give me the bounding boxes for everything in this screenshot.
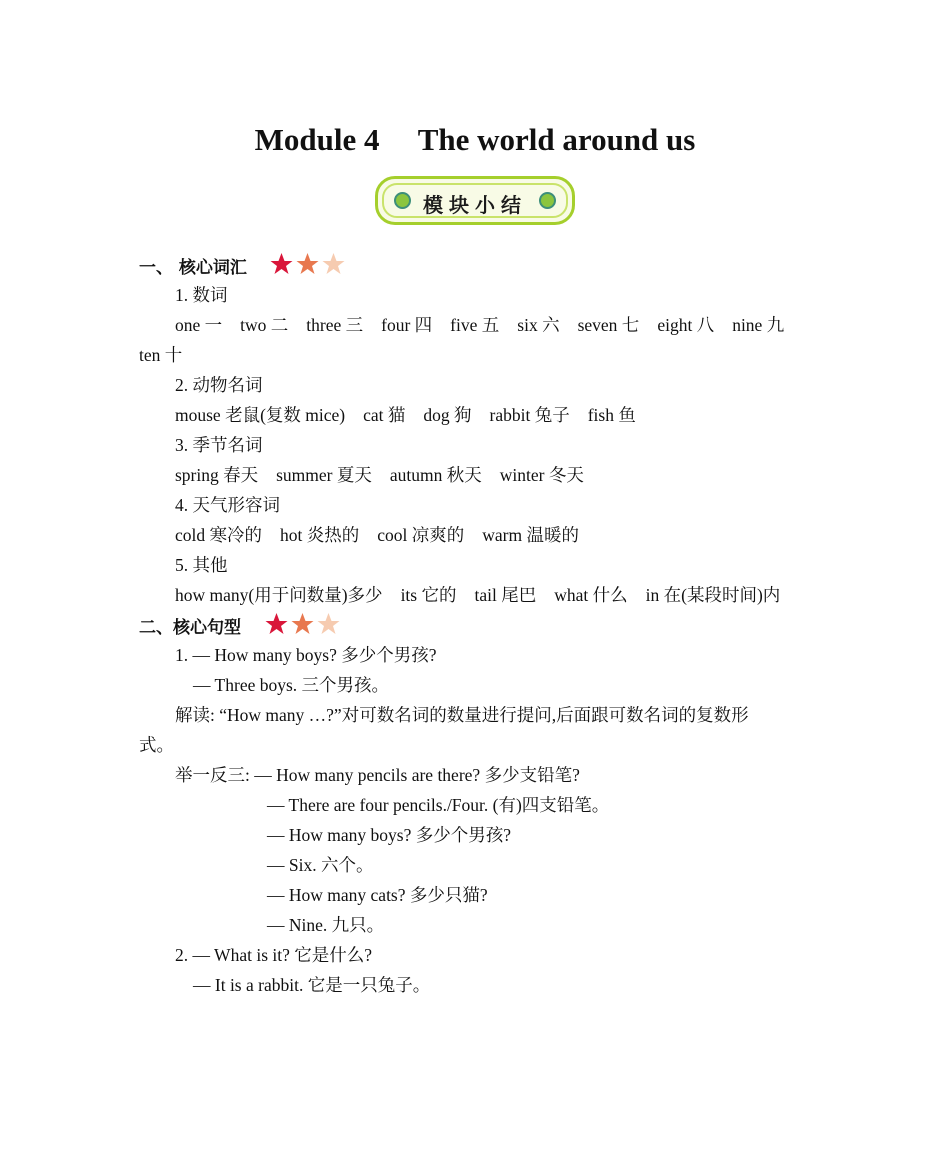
sentence-question: 1. — How many boys? 多少个男孩? bbox=[175, 645, 437, 665]
page-title: Module 4 The world around us bbox=[254, 122, 696, 157]
vocab-item: tail 尾巴 bbox=[474, 585, 537, 605]
group-label: 5. 其他 bbox=[175, 555, 228, 575]
vocab-item: cool 凉爽的 bbox=[377, 525, 465, 545]
vocab-item: six 六 bbox=[517, 315, 560, 335]
star-icon bbox=[269, 252, 294, 276]
sentence-question: 2. — What is it? 它是什么? bbox=[175, 945, 373, 965]
vocab-item: warm 温暖的 bbox=[482, 525, 580, 545]
vocab-item: three 三 bbox=[306, 315, 364, 335]
vocab-item: its 它的 bbox=[400, 585, 457, 605]
difficulty-stars bbox=[269, 252, 347, 278]
group-label: 1. 数词 bbox=[175, 285, 228, 305]
vocab-item: one 一 bbox=[175, 315, 223, 335]
star-icon bbox=[321, 252, 346, 276]
numbers-line bbox=[175, 312, 784, 338]
vocab-item: mouse 老鼠(复数 mice) bbox=[175, 405, 346, 425]
vocab-item: what 什么 bbox=[554, 585, 628, 605]
vocab-item: fish 鱼 bbox=[587, 405, 636, 425]
explanation-text: 式。 bbox=[139, 735, 174, 755]
section-heading-vocabulary: 一、 核心词汇 bbox=[139, 258, 247, 278]
vocab-item: dog 狗 bbox=[423, 405, 472, 425]
star-icon bbox=[295, 252, 320, 276]
practice-line: — How many boys? 多少个男孩? bbox=[267, 825, 511, 845]
group-label: 2. 动物名词 bbox=[175, 375, 263, 395]
vocab-item: spring 春天 bbox=[175, 465, 259, 485]
badge-label: 模块小结 bbox=[423, 193, 527, 217]
vocab-item: cold 寒冷的 bbox=[175, 525, 263, 545]
others-line bbox=[175, 582, 780, 608]
vocab-item: two 二 bbox=[240, 315, 289, 335]
module-summary-badge bbox=[375, 176, 575, 225]
sentence-answer: — It is a rabbit. 它是一只兔子。 bbox=[193, 975, 431, 995]
vocab-item: hot 炎热的 bbox=[280, 525, 360, 545]
section-heading-sentences: 二、核心句型 bbox=[139, 618, 241, 638]
weather-line bbox=[175, 522, 579, 548]
vocab-item: summer 夏天 bbox=[276, 465, 372, 485]
vocab-item: autumn 秋天 bbox=[389, 465, 482, 485]
vocab-item: seven 七 bbox=[577, 315, 640, 335]
vocab-item: four 四 bbox=[381, 315, 433, 335]
vocab-item: ten 十 bbox=[139, 345, 183, 365]
group-label: 4. 天气形容词 bbox=[175, 495, 280, 515]
vocab-item: cat 猫 bbox=[363, 405, 406, 425]
practice-line: — How many cats? 多少只猫? bbox=[267, 885, 488, 905]
practice-line: — There are four pencils./Four. (有)四支铅笔。 bbox=[267, 795, 610, 815]
vocab-item: in 在(某段时间)内 bbox=[645, 585, 781, 605]
green-dot-icon bbox=[539, 192, 556, 209]
practice-intro: 举一反三: — How many pencils are there? 多少支铅笔? bbox=[175, 765, 580, 785]
vocab-item: five 五 bbox=[450, 315, 500, 335]
explanation-text: 解读: “How many …?”对可数名词的数量进行提问,后面跟可数名词的复数形 bbox=[175, 705, 749, 725]
vocab-item: nine 九 bbox=[732, 315, 785, 335]
group-label: 3. 季节名词 bbox=[175, 435, 263, 455]
practice-line: — Nine. 九只。 bbox=[267, 915, 385, 935]
vocab-item: eight 八 bbox=[657, 315, 715, 335]
star-icon bbox=[290, 612, 315, 636]
star-icon bbox=[264, 612, 289, 636]
sentence-answer: — Three boys. 三个男孩。 bbox=[193, 675, 390, 695]
difficulty-stars bbox=[264, 612, 342, 638]
vocab-item: winter 冬天 bbox=[499, 465, 584, 485]
seasons-line bbox=[175, 462, 584, 488]
practice-line: — Six. 六个。 bbox=[267, 855, 374, 875]
star-icon bbox=[316, 612, 341, 636]
vocab-item: how many(用于问数量)多少 bbox=[175, 585, 383, 605]
animals-line bbox=[175, 402, 636, 428]
vocab-item: rabbit 兔子 bbox=[489, 405, 570, 425]
